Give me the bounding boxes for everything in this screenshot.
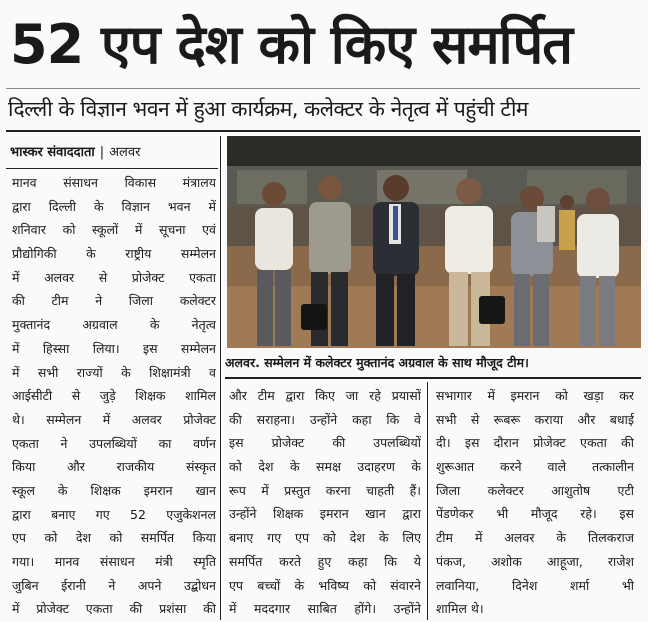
column1-line: मानव संसाधन विकास मंत्रालय xyxy=(12,175,216,190)
column2-line: एप बच्चों के भविष्य को संवारने xyxy=(229,577,421,593)
headline: 52 एप देश को किए समर्पित xyxy=(10,13,573,76)
column1-line: में अलवर से प्रोजेक्ट एकता xyxy=(12,269,216,285)
column3-line: दी। इस दौरान प्रोजेक्ट एकता की xyxy=(436,435,634,451)
column1-line: मुक्तानंद अग्रवाल के नेतृत्व xyxy=(12,317,216,333)
photo-caption: अलवर. सम्मेलन में कलेक्टर मुक्तानंद अग्रवाल के साथ मौजूद टीम। xyxy=(225,355,529,370)
column2-line: को देश के समक्ष उदाहरण के xyxy=(229,459,421,475)
byline-divider xyxy=(6,168,218,169)
column2-line: में मददगार साबित होंगे। उन्होंने xyxy=(229,601,421,617)
byline-author: भास्कर संवाददाता xyxy=(10,145,95,160)
column3-line: पेंडणेकर भी मौजूद रहे। इस xyxy=(436,506,634,522)
column-divider-2 xyxy=(427,382,428,620)
subhead-divider xyxy=(6,130,640,132)
column3-line: सभी से रूबरू कराया और बधाई xyxy=(436,411,634,427)
subheadline: दिल्ली के विज्ञान भवन में हुआ कार्यक्रम, कलेक्टर के नेतृत्व में पहुंची टीम xyxy=(8,97,528,121)
column2-line: बनाए गए एप को देश के लिए xyxy=(229,530,421,546)
article-column-2 xyxy=(229,384,421,621)
column1-line: एकता ने उपलब्धियों का वर्णन xyxy=(12,435,216,451)
column1-line: किया और राजकीय संस्कृत xyxy=(12,459,216,475)
column1-line: गया। मानव संसाधन मंत्री स्मृति xyxy=(12,554,216,569)
column2-line: इस प्रोजेक्ट की उपलब्धियों xyxy=(229,435,421,451)
column3-line: टीम में अलवर के तिलकराज xyxy=(436,530,634,546)
column3-line: शामिल थे। xyxy=(436,601,484,617)
column3-line: पंकज, अशोक आहूजा, राजेश xyxy=(436,553,634,569)
column3-line: शुरूआत करने वाले तत्कालीन xyxy=(436,459,634,475)
caption-divider xyxy=(225,377,641,379)
column3-line: जिला कलेक्टर आशुतोष एटी xyxy=(436,482,634,498)
column2-line: की सराहना। उन्होंने कहा कि वे xyxy=(229,411,421,427)
column1-line: द्वारा दिल्ली के विज्ञान भवन में xyxy=(12,198,216,214)
column3-line: लवानिया, दिनेश शर्मा भी xyxy=(436,577,634,593)
column2-line: समर्पित करते हुए कहा कि ये xyxy=(229,553,421,569)
headline-divider xyxy=(6,88,640,89)
column1-line: शनिवार को स्कूलों में सूचना एवं xyxy=(12,222,216,238)
column1-line: में सभी राज्यों के शिक्षामंत्री व xyxy=(12,364,216,380)
column2-line: रूप में प्रस्तुत करना चाहती हैं। xyxy=(229,482,421,498)
team-photo-image xyxy=(227,136,641,348)
column1-line: एप को देश को समर्पित किया xyxy=(12,530,216,546)
column3-line: सभागार में इमरान को खड़ा कर xyxy=(436,388,634,403)
column1-line: द्वारा बनाए गए 52 एजुकेशनल xyxy=(12,506,216,522)
byline xyxy=(10,140,220,166)
column1-line: में प्रोजेक्ट एकता की प्रशंसा की xyxy=(12,601,216,617)
column1-line: में हिस्सा लिया। इस सम्मेलन xyxy=(12,340,216,356)
column1-line: आईसीटी से जुड़े शिक्षक शामिल xyxy=(12,388,216,404)
column2-line: उन्होंने शिक्षक इमरान खान द्वारा xyxy=(229,506,421,522)
byline-separator: | xyxy=(99,145,105,160)
column1-line: प्रौद्योगिकी के राष्ट्रीय सम्मेलन xyxy=(12,246,216,262)
article-column-1 xyxy=(12,171,216,621)
column1-line: की टीम ने जिला कलेक्टर xyxy=(12,293,216,309)
byline-place: अलवर xyxy=(109,145,141,160)
column1-line: जुबिन ईरानी ने अपने उद्बोधन xyxy=(12,577,216,593)
team-photo xyxy=(227,136,641,348)
column1-line: थे। सम्मेलन में अलवर प्रोजेक्ट xyxy=(12,411,216,427)
column2-line: और टीम द्वारा किए जा रहे प्रयासों xyxy=(229,388,421,403)
article-column-3 xyxy=(436,384,634,621)
column-divider-1 xyxy=(220,136,221,620)
column1-line: स्कूल के शिक्षक इमरान खान xyxy=(12,482,216,498)
